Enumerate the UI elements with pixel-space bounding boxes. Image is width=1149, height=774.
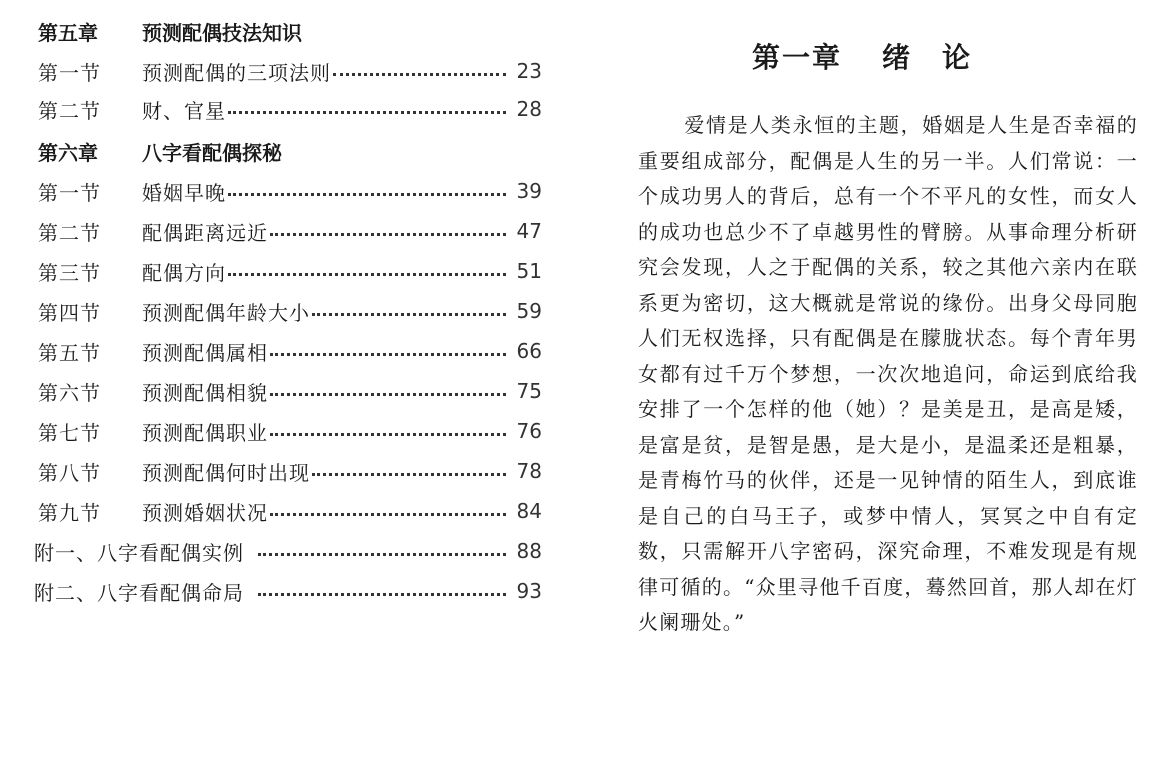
- section-title: 财、官星: [142, 98, 226, 123]
- chapter-label: 第六章: [38, 140, 98, 165]
- toc-entry[interactable]: [38, 214, 542, 248]
- section-title: 配偶距离远近: [142, 220, 268, 245]
- dot-leader: [258, 573, 506, 596]
- page-number: 78: [516, 459, 542, 483]
- section-label: 第三节: [38, 260, 101, 285]
- page-number: 39: [516, 179, 542, 203]
- section-label: 第二节: [38, 98, 101, 123]
- dot-leader: [270, 373, 506, 396]
- toc-entry[interactable]: [38, 174, 542, 208]
- section-title: 预测婚姻状况: [142, 500, 268, 525]
- section-title: 预测配偶年龄大小: [142, 300, 310, 325]
- section-label: 第二节: [38, 220, 101, 245]
- section-label: 第四节: [38, 300, 101, 325]
- chapter-heading: [575, 36, 1149, 76]
- section-title: 婚姻早晚: [142, 180, 226, 205]
- section-label: 第八节: [38, 460, 101, 485]
- toc-entry[interactable]: [38, 374, 542, 408]
- dot-leader: [228, 173, 506, 196]
- page-number: 75: [516, 379, 542, 403]
- dot-leader: [270, 213, 506, 236]
- toc-entry[interactable]: [38, 414, 542, 448]
- section-label: 第一节: [38, 180, 101, 205]
- toc-entry[interactable]: [38, 334, 542, 368]
- toc-appendix-1[interactable]: [34, 534, 542, 568]
- section-title: 预测配偶的三项法则: [142, 60, 331, 85]
- section-title: 预测配偶相貌: [142, 380, 268, 405]
- toc-entry[interactable]: [38, 494, 542, 528]
- appendix-title: 附二、八字看配偶命局: [34, 580, 244, 605]
- dot-leader: [270, 493, 506, 516]
- chapter-heading-title: 绪 论: [882, 41, 973, 74]
- section-title: 预测配偶属相: [142, 340, 268, 365]
- section-title: 预测配偶职业: [142, 420, 268, 445]
- section-label: 第六节: [38, 380, 101, 405]
- toc-chapter-5[interactable]: [38, 14, 542, 48]
- section-title: 预测配偶何时出现: [142, 460, 310, 485]
- dot-leader: [270, 413, 506, 436]
- dot-leader: [228, 91, 506, 114]
- appendix-title: 附一、八字看配偶实例: [34, 540, 244, 565]
- toc-chapter-6[interactable]: [38, 134, 542, 168]
- toc-entry[interactable]: [38, 54, 542, 88]
- toc-appendix-2[interactable]: [34, 574, 542, 608]
- page-number: 76: [516, 419, 542, 443]
- page-number: 93: [516, 579, 542, 603]
- dot-leader: [333, 53, 506, 76]
- chapter-page: [575, 0, 1149, 774]
- page-number: 59: [516, 299, 542, 323]
- dot-leader: [258, 533, 506, 556]
- dot-leader: [312, 293, 506, 316]
- page-number: 51: [516, 259, 542, 283]
- toc-entry[interactable]: [38, 254, 542, 288]
- page-number: 47: [516, 219, 542, 243]
- chapter-label: 第五章: [38, 20, 98, 45]
- page-number: 28: [516, 97, 542, 121]
- chapter-body-text: 爱情是人类永恒的主题，婚姻是人生是否幸福的重要组成部分，配偶是人生的另一半。人们常说：一个成功男人的背后，总有一个不平凡的女性，而女人的成功也总少不了卓越男性的臂膀。从事命理分析研究会发现，人之于配偶的关系，较之其他六亲内在联系更为密切，这大概就是常说的缘份。出身父母同胞人们无权选择，只有配偶是在朦胧状态。每个青年男女都有过千万个梦想，一次次地追问，命运到底给我安排了一个怎样的他（她）？是美是丑，是高是矮，是富是贫，是智是愚，是大是小，是温柔还是粗暴，是青梅竹马的伙伴，还是一见钟情的陌生人，到底谁是自己的白马王子，或梦中情人，冥冥之中自有定数，只需解开八字密码，深究命理，不难发现是有规律可循的。“众里寻他千百度，蓦然回首，那人却在灯火阑珊处。”: [638, 113, 1138, 634]
- dot-leader: [312, 453, 506, 476]
- chapter-title: 八字看配偶探秘: [142, 140, 282, 165]
- toc-entry[interactable]: [38, 92, 542, 126]
- page-number: 84: [516, 499, 542, 523]
- toc-entry[interactable]: [38, 454, 542, 488]
- toc-entry[interactable]: [38, 294, 542, 328]
- page-number: 23: [516, 59, 542, 83]
- section-label: 第五节: [38, 340, 101, 365]
- section-label: 第七节: [38, 420, 101, 445]
- page-number: 66: [516, 339, 542, 363]
- dot-leader: [228, 253, 506, 276]
- page-number: 88: [516, 539, 542, 563]
- chapter-heading-label: 第一章: [751, 41, 842, 74]
- chapter-body: [638, 108, 1138, 641]
- dot-leader: [270, 333, 506, 356]
- section-label: 第九节: [38, 500, 101, 525]
- chapter-title: 预测配偶技法知识: [142, 20, 302, 45]
- section-label: 第一节: [38, 60, 101, 85]
- section-title: 配偶方向: [142, 260, 226, 285]
